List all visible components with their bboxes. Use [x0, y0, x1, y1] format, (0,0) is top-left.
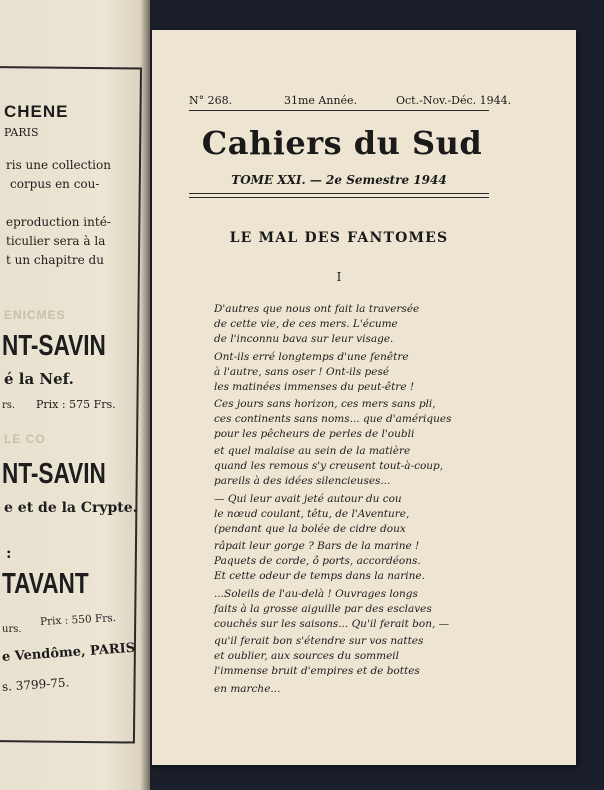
poem-stanza: [214, 634, 423, 679]
poem-line: ...Soleils de l'au-delà ! Ouvrages longs: [214, 588, 418, 600]
bleed-through-text: ENICMES: [4, 308, 66, 322]
poem-line: le nœud coulant, têtu, de l'Aventure,: [214, 508, 410, 520]
poem-line: Ces jours sans horizon, ces mers sans pli,: [214, 398, 436, 410]
ad-title: NT-SAVIN: [2, 330, 106, 362]
left-text-line: eproduction inté-: [6, 215, 111, 229]
poem-line: couchés sur les saisons... Qu'il ferait bon, —: [214, 618, 450, 630]
poem-stanza: [214, 587, 449, 632]
issue-period: Oct.-Nov.-Déc. 1944.: [396, 94, 512, 107]
left-text-line: t un chapitre du: [6, 253, 104, 267]
poem-stanza: [214, 350, 414, 395]
poem-line: et oublier, aux sources du sommeil: [214, 650, 400, 662]
poem-line: à l'autre, sans oser ! Ont-ils pesé: [214, 366, 390, 378]
poem-line: l'immense bruit d'empires et de bottes: [214, 665, 420, 677]
tome-subtitle: TOME XXI. — 2e Semestre 1944: [231, 173, 447, 187]
poem-stanza: [214, 444, 443, 489]
ad-price: Prix : 550 Frs.: [39, 612, 117, 628]
ad-price-left: urs.: [2, 624, 22, 635]
poem-stanza: [214, 397, 452, 442]
poem-line: râpait leur gorge ? Bars de la marine !: [214, 540, 420, 552]
poem-line: de cette vie, de ces mers. L'écume: [214, 318, 398, 330]
poem-stanza: [214, 539, 425, 584]
poem-line: Paquets de corde, ô ports, accordéons.: [214, 555, 421, 567]
poem-line: Et cette odeur de temps dans la narine.: [214, 570, 425, 582]
poem-line: et quel malaise au sein de la matière: [214, 445, 411, 457]
ad-subtitle: e et de la Crypte.: [4, 500, 138, 516]
issue-number: N° 268.: [189, 94, 233, 107]
header-rule: [189, 110, 489, 111]
poem-line: qu'il ferait bon s'étendre sur vos nattes: [214, 635, 424, 647]
ad-separator: :: [6, 544, 12, 562]
poem-stanza: [214, 682, 280, 697]
volume-year: 31me Année.: [284, 94, 358, 107]
left-text-line: corpus en cou-: [10, 177, 100, 191]
poem-stanza: [214, 492, 409, 537]
journal-title: Cahiers du Sud: [201, 124, 483, 162]
poem-title: LE MAL DES FANTOMES: [229, 230, 449, 246]
bleed-through-text: LE CO: [4, 432, 46, 446]
poem-line: (pendant que la bolée de cidre doux: [214, 523, 406, 535]
left-text-line: ticulier sera à la: [6, 234, 106, 248]
poem-line: ces continents sans noms... que d'amériques: [214, 413, 452, 425]
poem-stanza: [214, 302, 419, 347]
journal-page: [152, 30, 576, 765]
poem-line: quand les remous s'y creusent tout-à-coup,: [214, 460, 444, 472]
poem-line: Ont-ils erré longtemps d'une fenêtre: [214, 351, 409, 363]
left-facing-page: [0, 0, 150, 790]
poem-line: pareils à des idées silencieuses...: [214, 475, 391, 487]
section-number: I: [336, 270, 342, 284]
ad-title: TAVANT: [2, 568, 89, 600]
poem-line: faits à la grosse aiguille par des esclaves: [214, 603, 432, 615]
publisher-name: CHENE: [4, 102, 69, 121]
ad-price: Prix : 575 Frs.: [36, 398, 116, 411]
poem-line: les matinées immenses du peut-être !: [214, 381, 415, 393]
ad-price-left: rs.: [2, 400, 16, 411]
left-text-line: ris une collection: [6, 158, 111, 172]
title-rule-bottom: [189, 197, 489, 198]
poem-line: pour les pêcheurs de perles de l'oubli: [214, 428, 415, 440]
poem-line: D'autres que nous ont fait la traversée: [214, 303, 420, 315]
poem-line: — Qui leur avait jeté autour du cou: [214, 493, 402, 505]
poem-line: en marche...: [214, 683, 281, 695]
publisher-address: e Vendôme, PARIS: [1, 640, 136, 665]
ad-subtitle: é la Nef.: [4, 370, 74, 388]
publisher-phone: s. 3799-75.: [1, 675, 70, 694]
ad-title: NT-SAVIN: [2, 458, 106, 490]
publisher-city: PARIS: [4, 126, 39, 139]
title-rule-top: [189, 193, 489, 194]
poem-line: de l'inconnu bava sur leur visage.: [214, 333, 394, 345]
